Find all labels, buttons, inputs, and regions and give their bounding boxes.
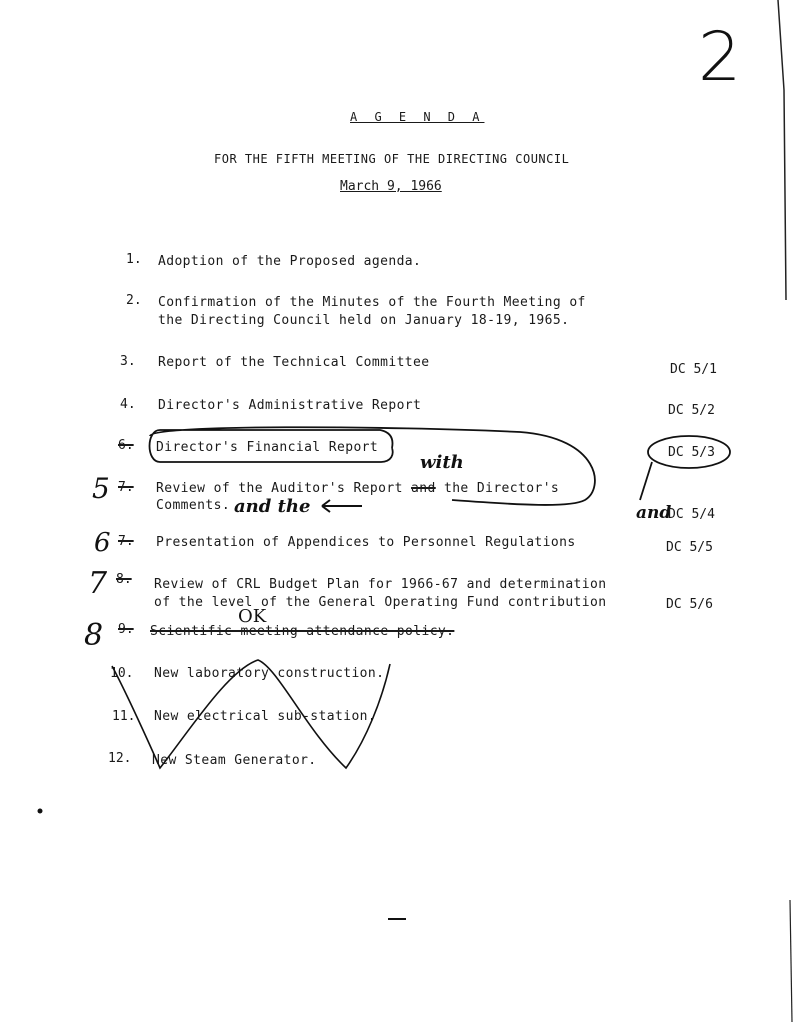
handwritten-insert: and the — [234, 496, 311, 517]
item-number-struck: 6. — [118, 438, 134, 453]
item-number-struck: 7. — [118, 534, 134, 549]
document-reference: DC 5/3 — [668, 445, 715, 460]
handwritten-insert: with — [420, 452, 464, 473]
item-text-part: the Director's — [443, 481, 560, 496]
item-text-continued: Comments. — [156, 498, 231, 513]
item-number: 2. — [126, 293, 142, 308]
handwritten-page-number: 2 — [698, 18, 742, 97]
item-text-continued: of the level of the General Operating Fund contribution — [154, 595, 607, 610]
document-reference: DC 5/6 — [666, 597, 713, 612]
item-text: New electrical sub-station. — [154, 709, 377, 724]
item-number: 3. — [120, 354, 136, 369]
page-edge-line — [790, 900, 792, 1022]
item-text: New Steam Generator. — [152, 753, 317, 768]
item-text — [156, 481, 559, 496]
document-reference: DC 5/2 — [668, 403, 715, 418]
item-number: 1. — [126, 252, 142, 267]
item-number-struck: 7. — [118, 480, 134, 495]
stray-dot — [38, 809, 43, 814]
item-text: New laboratory construction. — [154, 666, 385, 681]
agenda-subtitle: FOR THE FIFTH MEETING OF THE DIRECTING COUNCIL — [214, 152, 570, 166]
document-reference: DC 5/1 — [670, 362, 717, 377]
item-number-struck: 9. — [118, 622, 134, 637]
arrow-mark — [322, 500, 362, 512]
handwritten-margin-note: and — [636, 503, 672, 523]
item-number-struck: 8. — [116, 572, 132, 587]
item-text: Adoption of the Proposed agenda. — [158, 254, 422, 269]
handwritten-renumber: 6 — [94, 528, 111, 558]
item-text: Review of CRL Budget Plan for 1966-67 and determination — [154, 577, 607, 592]
item-text-continued: the Directing Council held on January 18-19, 1965. — [158, 313, 570, 328]
document-reference: DC 5/4 — [668, 507, 715, 522]
item-text: Confirmation of the Minutes of the Fourth Meeting of — [158, 295, 586, 310]
arrow-mark — [640, 462, 652, 500]
handwritten-renumber: 7 — [88, 566, 108, 601]
handwritten-approval: OK — [238, 606, 267, 627]
item-text: Report of the Technical Committee — [158, 355, 430, 370]
item-text: Presentation of Appendices to Personnel Regulations — [156, 535, 576, 550]
item-number: 10. — [110, 666, 134, 681]
item-number: 11. — [112, 709, 136, 724]
struck-word: and — [411, 481, 436, 496]
handwritten-renumber: 8 — [84, 618, 104, 653]
agenda-title: A G E N D A — [350, 110, 485, 124]
item-text-struck: Scientific meeting attendance policy. — [150, 624, 455, 639]
meeting-date: March 9, 1966 — [340, 179, 442, 194]
item-text: Director's Financial Report — [156, 440, 379, 455]
item-text-part: Review of the Auditor's Report — [156, 481, 403, 496]
item-number: 4. — [120, 397, 136, 412]
handwritten-renumber: 5 — [92, 472, 110, 505]
page-edge-line — [778, 0, 786, 300]
document-reference: DC 5/5 — [666, 540, 713, 555]
item-number: 12. — [108, 751, 132, 766]
item-text: Director's Administrative Report — [158, 398, 422, 413]
